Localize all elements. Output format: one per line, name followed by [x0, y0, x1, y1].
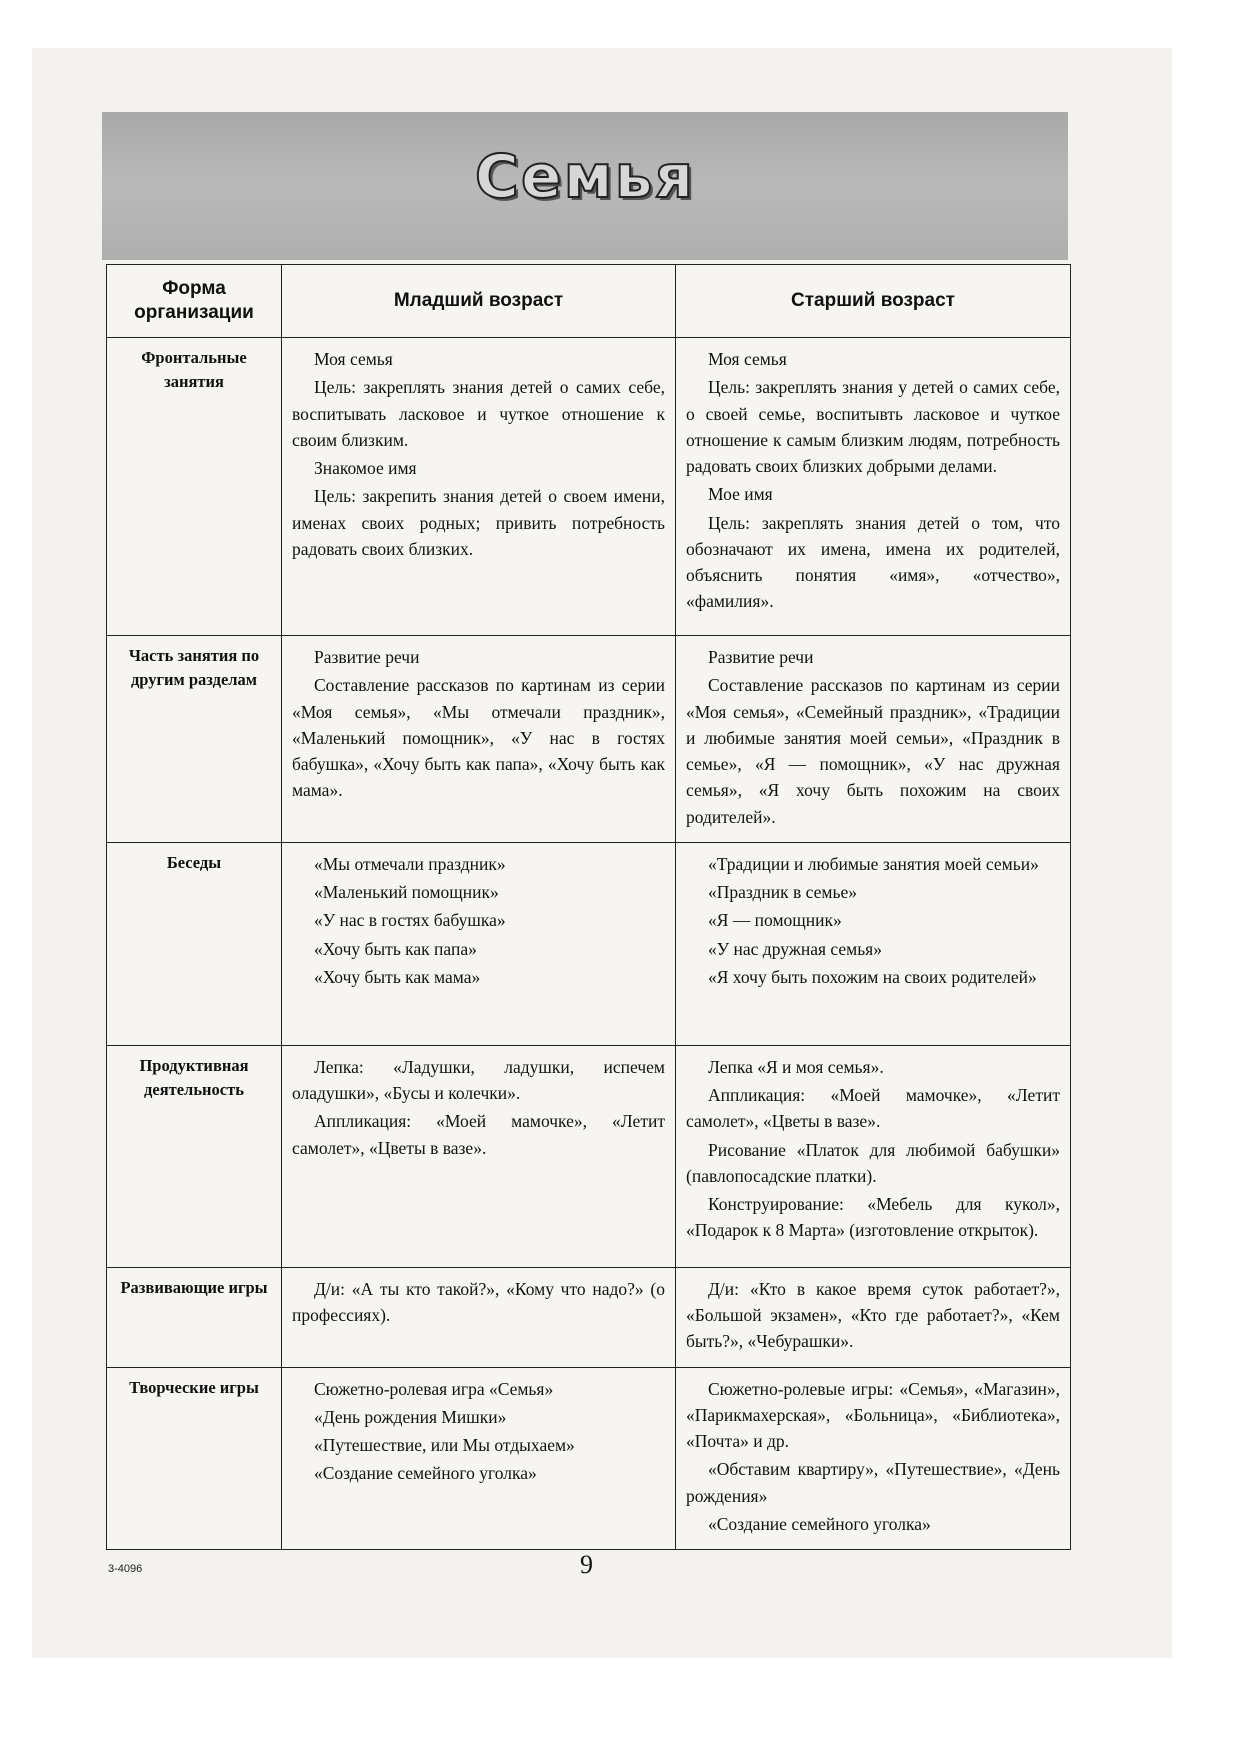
junior-cell [282, 1267, 676, 1367]
cell-paragraph: Моя семья [314, 349, 393, 369]
cell-paragraph: «Традиции и любимые занятия моей семьи» [708, 853, 1039, 874]
table-row [107, 842, 1071, 1045]
cell-paragraph: «Я — помощник» [708, 910, 842, 931]
table-header-row [107, 265, 1071, 338]
cell-paragraph: «Маленький помощник» [314, 882, 499, 902]
cell-paragraph: «У нас дружная семья» [708, 938, 882, 959]
cell-paragraph: «У нас в гостях бабушка» [314, 910, 506, 931]
cell-paragraph: «Хочу быть как мама» [314, 966, 481, 987]
cell-paragraph: Д/и: «Кто в какое время суток работает?», «Большой экзамен», «Кто где работает?», «Кем быть?», «Чебурашки». [686, 1278, 1060, 1352]
cell-paragraph: Составление рассказов по картинам из серии «Моя семья», «Семейный праздник», «Традиции и любимые занятия моей семьи», «Праздник в семье», «Я — помощник», «У нас дружная семья», «Я хочу быть похожим на своих родителей». [686, 675, 1060, 827]
header-form: Форма организации [107, 265, 282, 338]
junior-cell [282, 842, 676, 1045]
cell-paragraph: Развитие речи [314, 647, 420, 667]
row-form-label: Продуктивная деятельность [107, 1045, 282, 1267]
print-code: 3-4096 [108, 1563, 143, 1575]
cell-paragraph: Составление рассказов по картинам из серии «Моя семья», «Мы отмечали праздник», «Маленький помощник», «У нас в гостях бабушка», «Хочу быть как папа», «Хочу быть как мама». [292, 675, 665, 801]
table-row [107, 636, 1071, 843]
header-junior: Младший возраст [282, 265, 676, 338]
table-row [107, 338, 1071, 636]
row-form-label: Творческие игры [107, 1367, 282, 1550]
row-form-label: Беседы [107, 842, 282, 1045]
title-banner [102, 112, 1068, 260]
page-title: Семья [474, 142, 696, 212]
cell-paragraph: Конструирование: «Мебель для кукол», «Подарок к 8 Марта» (изготовление открыток). [686, 1194, 1060, 1241]
cell-paragraph: Моя семья [708, 349, 787, 369]
cell-paragraph: Сюжетно-ролевые игры: «Семья», «Магазин», «Парикмахерская», «Больница», «Библиотека», «Почта» и др. [686, 1378, 1060, 1451]
senior-cell [676, 338, 1071, 636]
page-number: 9 [580, 1550, 593, 1579]
cell-paragraph: Мое имя [708, 484, 773, 505]
cell-paragraph: Аппликация: «Моей мамочке», «Летит самолет», «Цветы в вазе». [686, 1085, 1060, 1132]
cell-paragraph: Лепка: «Ладушки, ладушки, испечем оладушки», «Бусы и колечки». [292, 1056, 665, 1103]
cell-paragraph: «Создание семейного уголка» [314, 1463, 537, 1484]
junior-cell [282, 636, 676, 843]
cell-paragraph: Цель: закреплять знания детей о том, что обозначают их имена, имена их родителей, объяснить понятия «имя», «отчество», «фамилия». [686, 512, 1060, 612]
table-row [107, 1045, 1071, 1267]
senior-cell [676, 1367, 1071, 1550]
cell-paragraph: «Путешествие, или Мы отдыхаем» [314, 1435, 575, 1455]
cell-paragraph: «День рождения Мишки» [314, 1406, 507, 1427]
cell-paragraph: «Праздник в семье» [708, 882, 857, 902]
header-senior: Старший возраст [676, 265, 1071, 338]
cell-paragraph: Лепка «Я и моя семья». [708, 1056, 884, 1077]
senior-cell [676, 1267, 1071, 1367]
cell-paragraph: «Мы отмечали праздник» [314, 853, 506, 874]
row-form-label: Развивающие игры [107, 1267, 282, 1367]
cell-paragraph: Цель: закреплять знания у детей о самих себе, о своей семье, воспитывть ласковое и чуткое отношение к самым близким людям, потребность радовать своих близких добрыми делами. [686, 377, 1060, 476]
cell-paragraph: «Хочу быть как папа» [314, 938, 477, 959]
junior-cell [282, 338, 676, 636]
cell-paragraph: Цель: закреплять знания детей о самих себе, воспитывать ласковое и чуткое отношение к своим близким. [292, 377, 665, 450]
cell-paragraph: Д/и: «А ты кто такой?», «Кому что надо?» (о профессиях). [292, 1278, 665, 1325]
cell-paragraph: «Обставим квартиру», «Путешествие», «День рождения» [686, 1459, 1060, 1506]
junior-cell [282, 1045, 676, 1267]
cell-paragraph: «Создание семейного уголка» [708, 1513, 931, 1534]
row-form-label: Фронтальные занятия [107, 338, 282, 636]
senior-cell [676, 636, 1071, 843]
junior-cell [282, 1367, 676, 1550]
senior-cell [676, 1045, 1071, 1267]
cell-paragraph: Цель: закрепить знания детей о своем имени, именах своих родных; привить потребность радовать своих близких. [292, 486, 665, 559]
senior-cell [676, 842, 1071, 1045]
cell-paragraph: Рисование «Платок для любимой бабушки» (павлопосадские платки). [686, 1139, 1060, 1186]
cell-paragraph: Знакомое имя [314, 458, 417, 478]
row-form-label: Часть занятия по другим разделам [107, 636, 282, 843]
cell-paragraph: Развитие речи [708, 647, 814, 667]
cell-paragraph: «Я хочу быть похожим на своих родителей» [708, 966, 1037, 987]
cell-paragraph: Аппликация: «Моей мамочке», «Летит самолет», «Цветы в вазе». [292, 1111, 665, 1158]
table-row [107, 1367, 1071, 1550]
activity-table [106, 264, 1071, 1550]
table-row [107, 1267, 1071, 1367]
cell-paragraph: Сюжетно-ролевая игра «Семья» [314, 1378, 554, 1399]
